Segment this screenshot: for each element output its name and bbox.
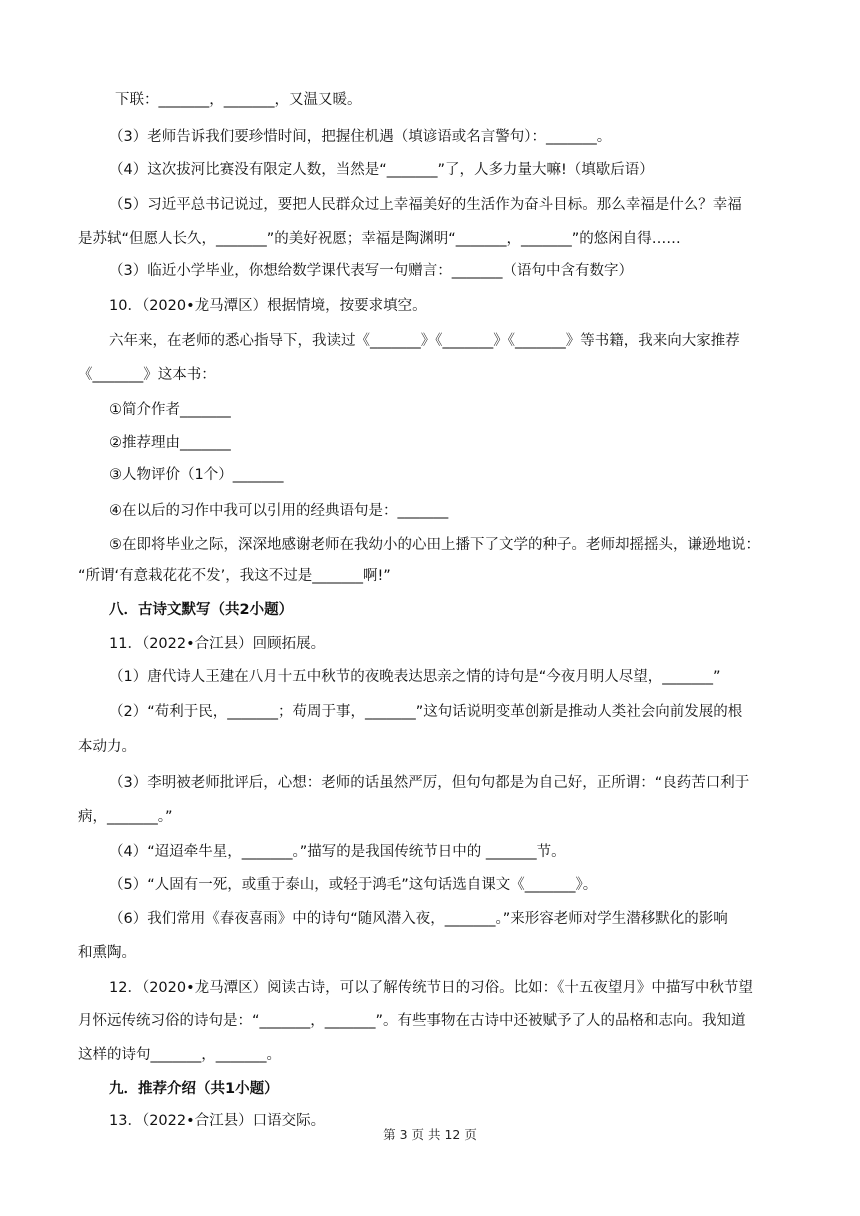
page-footer: 第 3 页 共 12 页 <box>383 1127 477 1142</box>
